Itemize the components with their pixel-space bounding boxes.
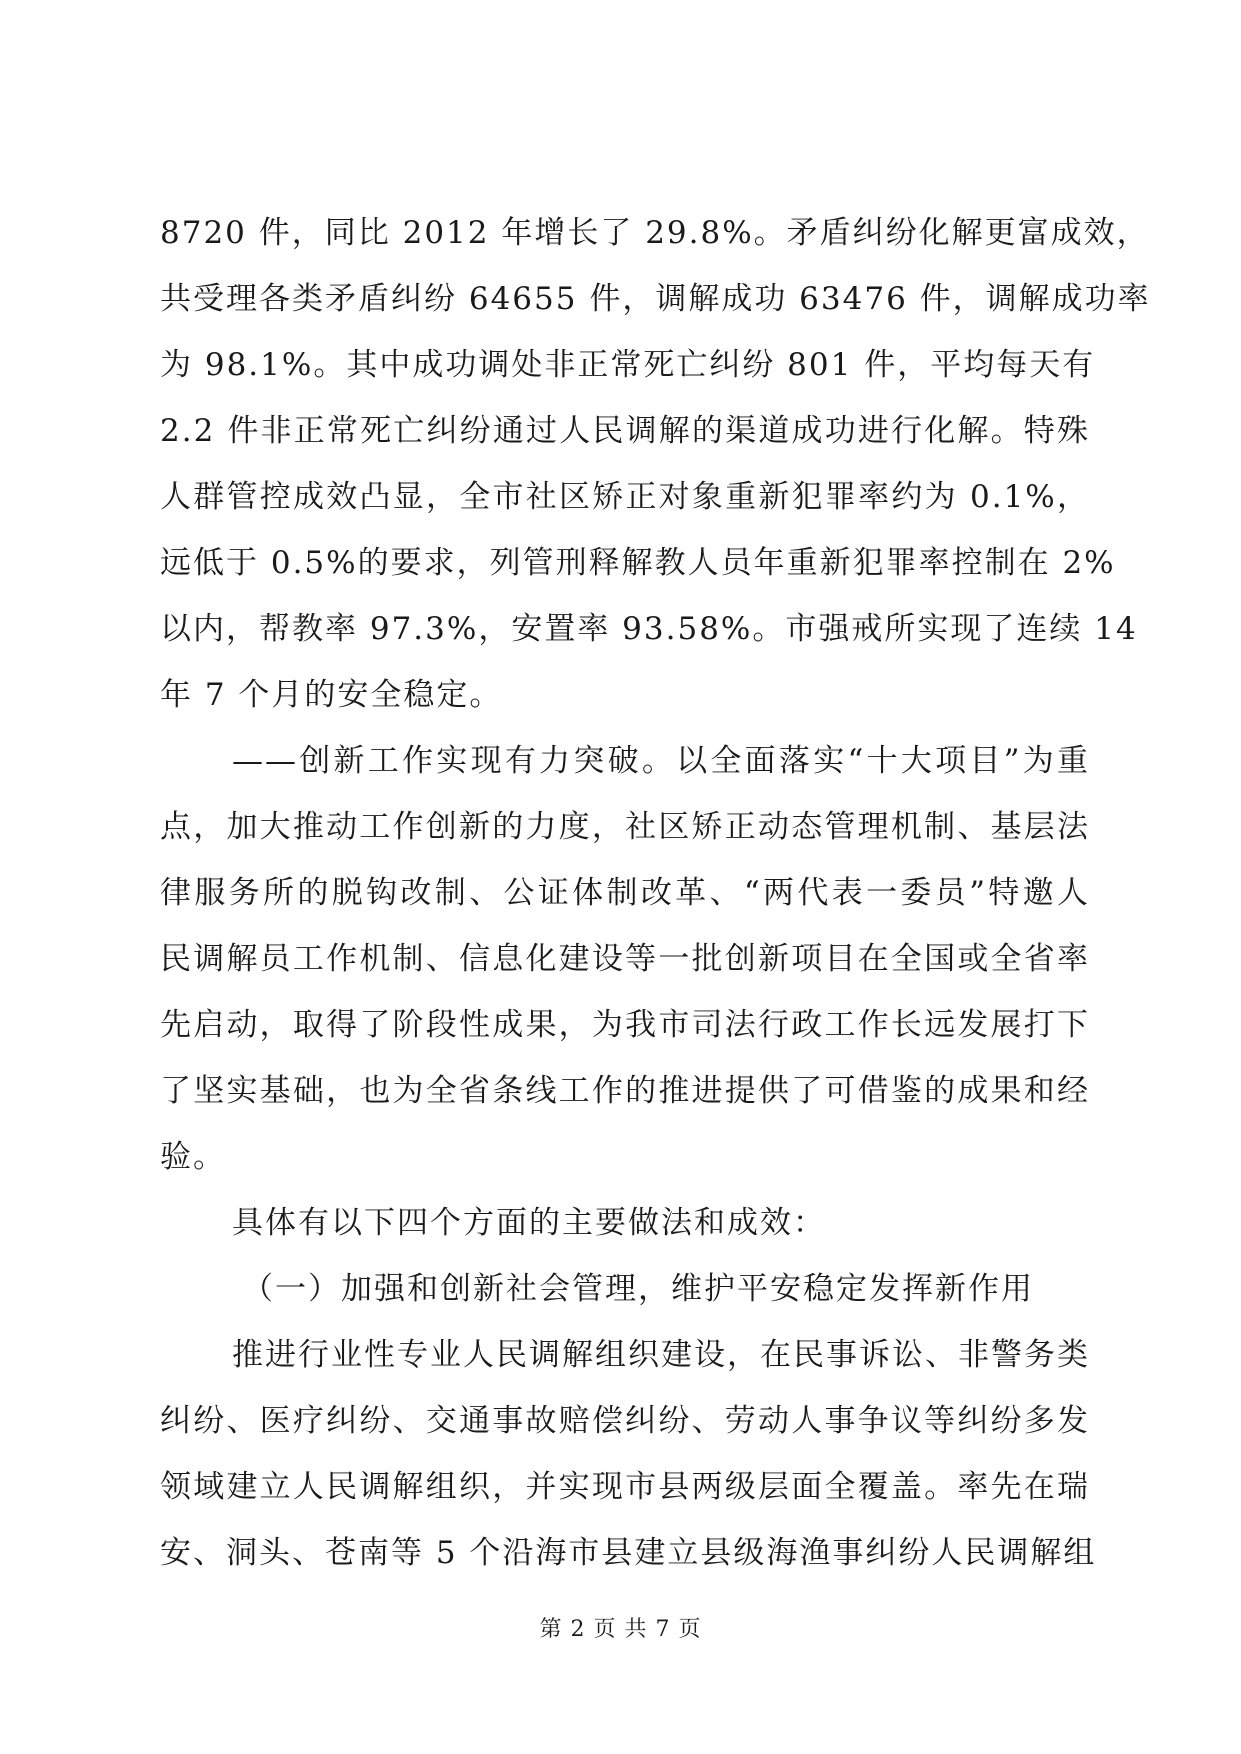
text-line: ——创新工作实现有力突破。以全面落实“十大项目”为重 xyxy=(232,743,1090,779)
text-line: 验。 xyxy=(160,1139,226,1175)
text-line: 领域建立人民调解组织，并实现市县两级层面全覆盖。率先在瑞 xyxy=(160,1469,1090,1505)
text-line: 推进行业性专业人民调解组织建设，在民事诉讼、非警务类 xyxy=(232,1337,1090,1373)
text-line: 共受理各类矛盾纠纷 64655 件，调解成功 63476 件，调解成功率 xyxy=(160,281,1151,317)
text-line: 了坚实基础，也为全省条线工作的推进提供了可借鉴的成果和经 xyxy=(160,1073,1090,1109)
text-line: 远低于 0.5%的要求，列管刑释解教人员年重新犯罪率控制在 2% xyxy=(160,545,1116,581)
text-line: 具体有以下四个方面的主要做法和成效： xyxy=(232,1205,826,1241)
text-line: 8720 件，同比 2012 年增长了 29.8%。矛盾纠纷化解更富成效， xyxy=(160,215,1150,251)
text-line: 纠纷、医疗纠纷、交通事故赔偿纠纷、劳动人事争议等纠纷多发 xyxy=(160,1403,1090,1439)
text-line: 律服务所的脱钩改制、公证体制改革、“两代表一委员”特邀人 xyxy=(160,875,1090,911)
text-line: 点，加大推动工作创新的力度，社区矫正动态管理机制、基层法 xyxy=(160,809,1090,845)
text-line: 为 98.1%。其中成功调处非正常死亡纠纷 801 件，平均每天有 xyxy=(160,347,1096,383)
text-line: 2.2 件非正常死亡纠纷通过人民调解的渠道成功进行化解。特殊 xyxy=(160,413,1090,449)
body-text xyxy=(160,200,1151,1586)
text-line: 以内，帮教率 97.3%，安置率 93.58%。市强戒所实现了连续 14 xyxy=(160,611,1138,647)
text-line: 人群管控成效凸显，全市社区矫正对象重新犯罪率约为 0.1%， xyxy=(160,479,1090,515)
text-line: 先启动，取得了阶段性成果，为我市司法行政工作长远发展打下 xyxy=(160,1007,1090,1043)
section-heading: （一）加强和创新社会管理，维护平安稳定发挥新作用 xyxy=(242,1271,1034,1307)
text-line: 安、洞头、苍南等 5 个沿海市县建立县级海渔事纠纷人民调解组 xyxy=(160,1535,1097,1571)
page-number-footer: 第 2 页 共 7 页 xyxy=(539,1617,702,1642)
text-line: 民调解员工作机制、信息化建设等一批创新项目在全国或全省率 xyxy=(160,941,1090,977)
text-line: 年 7 个月的安全稳定。 xyxy=(160,677,503,713)
